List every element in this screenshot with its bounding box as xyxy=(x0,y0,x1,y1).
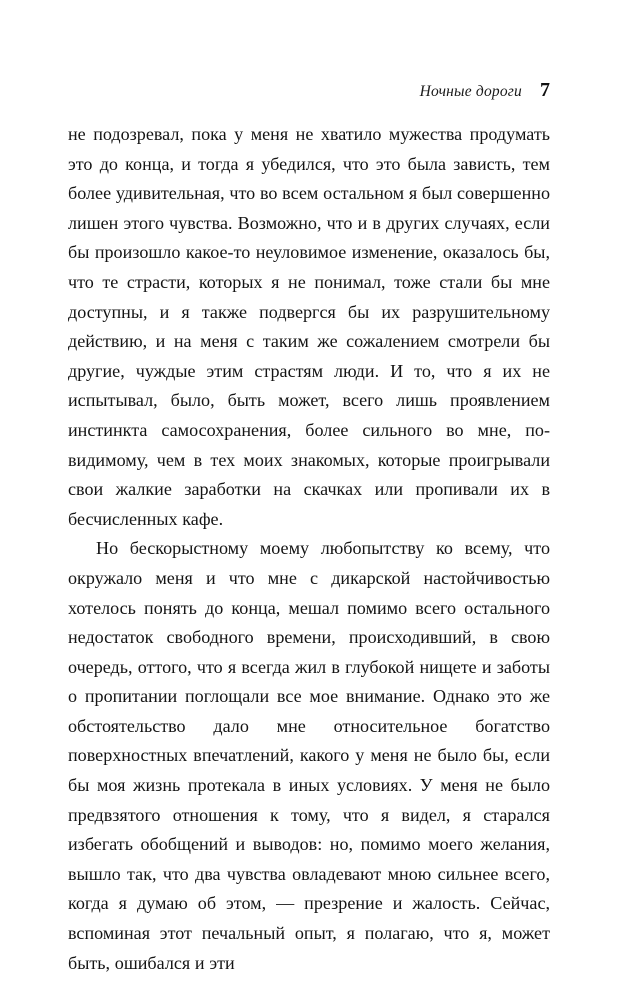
paragraph: Но бескорыстному моему любопытству ко всему, что окружало меня и что мне с дикарской настойчивостью хотелось понять до конца, мешал помимо всего остального недостаток свободного времени, происходивший, в свою очередь, оттого, что я всегда жил в глубокой нищете и заботы о пропитании поглощали все мое внимание. Однако это же обстоятельство дало мне относительное богатство поверхностных впечатлений, какого у меня не было бы, если бы моя жизнь протекала в иных условиях. У меня не было предвзятого отношения к тому, что я видел, я старался избегать обобщений и выводов: но, помимо моего желания, вышло так, что два чувства овладевают мною сильнее всего, когда я думаю об этом, — презрение и жалость. Сейчас, вспоминая этот печальный опыт, я полагаю, что я, может быть, ошибался и эти xyxy=(68,538,550,973)
running-head-title: Ночные дороги xyxy=(419,83,522,100)
running-head xyxy=(420,80,550,101)
paragraph: не подозревал, пока у меня не хватило мужества продумать это до конца, и тогда я убедился, что это была зависть, тем более удивительная, что во всем остальном я был совершенно лишен этого чувства. Возможно, что и в других случаях, если бы произошло какое-то неуловимое изменение, оказалось бы, что те страсти, которых я не понимал, тоже стали бы мне доступны, и я также подвергся бы их разрушительному действию, и на меня с таким же сожалением смотрели бы другие, чуждые этим страстям люди. И то, что я их не испытывал, было, быть может, всего лишь проявлением инстинкта самосохранения, более сильного во мне, по-видимому, чем в тех моих знакомых, которые проигрывали свои жалкие заработки на скачках или пропивали их в бесчисленных кафе. xyxy=(68,124,550,529)
text-block xyxy=(68,120,550,978)
page-number: 7 xyxy=(540,79,550,101)
